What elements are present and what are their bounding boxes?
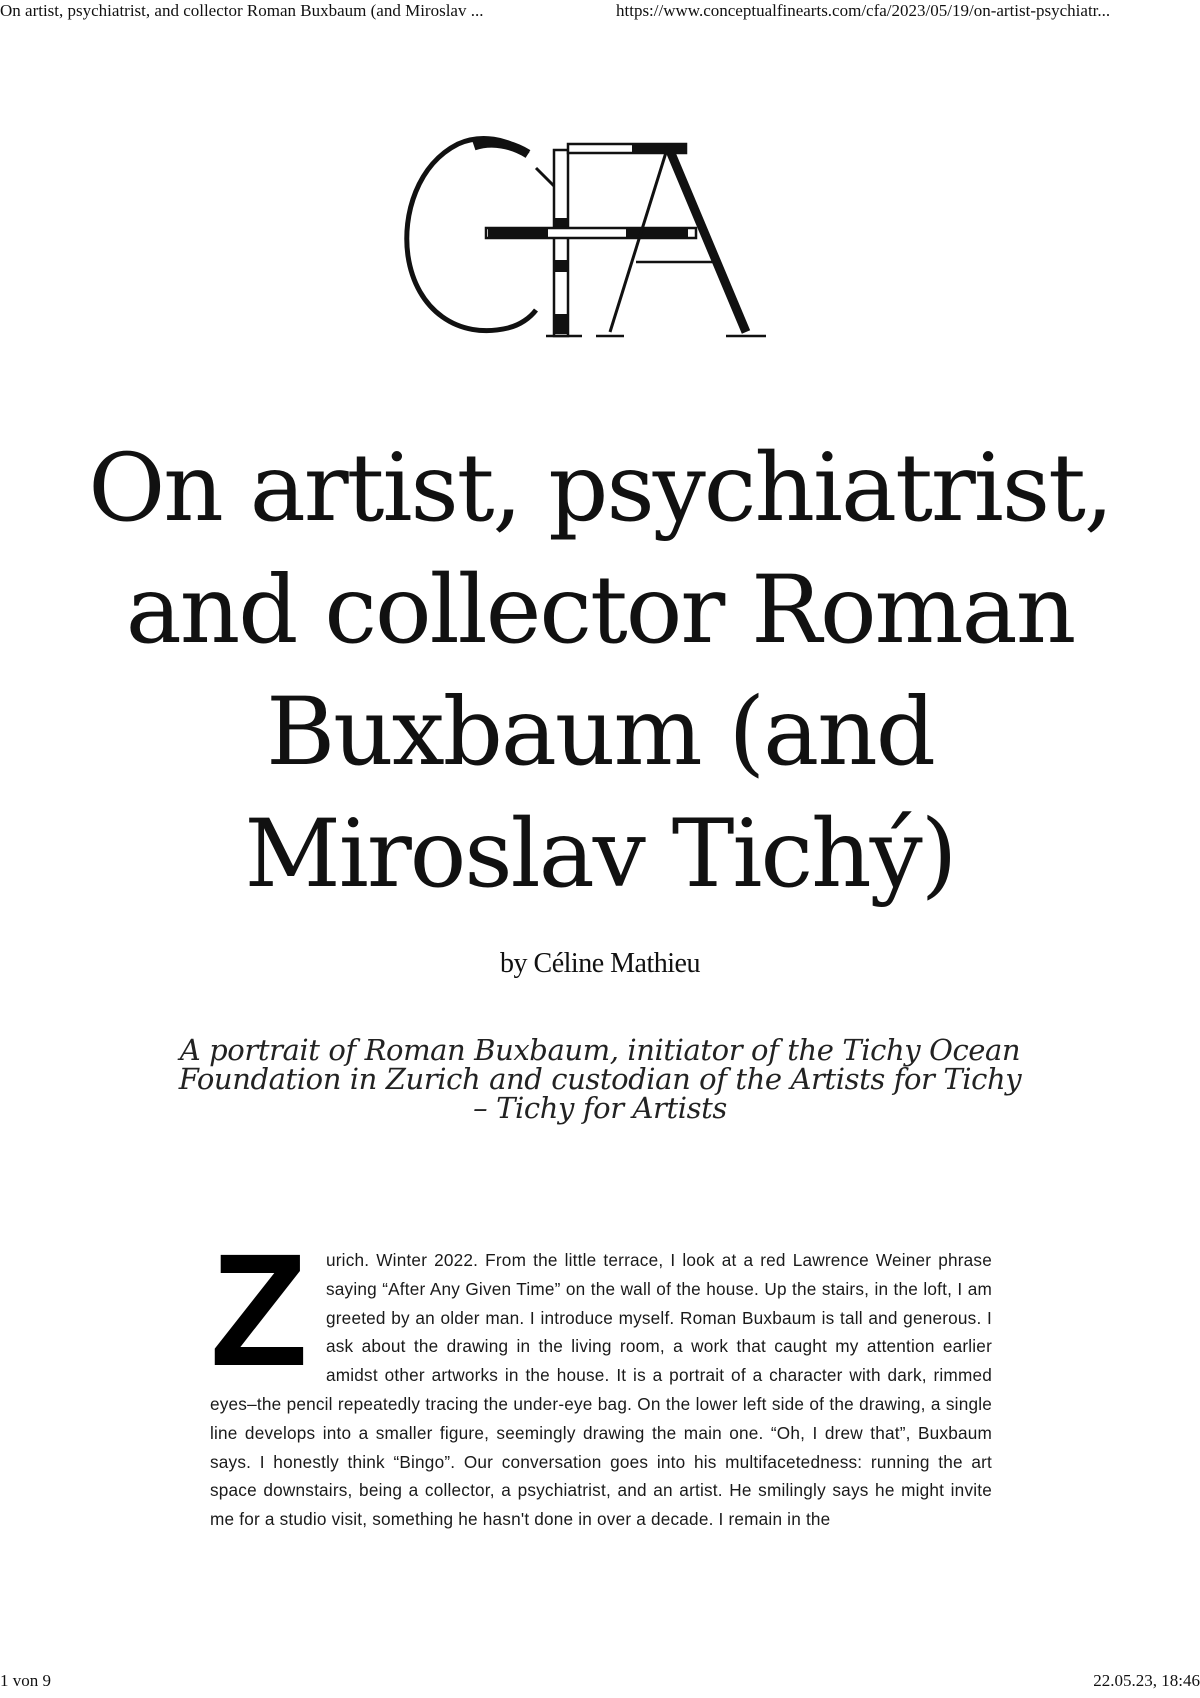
print-timestamp: 22.05.23, 18:46 <box>1093 1671 1200 1690</box>
print-page-title: On artist, psychiatrist, and collector Roman Buxbaum (and Miroslav ... <box>0 1 484 20</box>
article-subtitle: A portrait of Roman Buxbaum, initiator of the Tichy Ocean Foundation in Zurich and custodian of the Artists for Tichy – Tichy for Artists <box>178 1033 1022 1125</box>
article-body <box>210 1220 992 1534</box>
cfa-logo-icon[interactable] <box>396 132 806 347</box>
print-header <box>0 0 1200 24</box>
print-footer <box>0 1670 1200 1694</box>
drop-cap: Z <box>210 1220 308 1399</box>
article-title: On artist, psychiatrist, and collector Roman Buxbaum (and Miroslav Tichý) <box>88 434 1112 909</box>
print-page-number: 1 von 9 <box>0 1671 51 1690</box>
article-byline: by Céline Mathieu <box>500 948 700 979</box>
article-body-text: urich. Winter 2022. From the little terrace, I look at a red Lawrence Weiner phrase saying “After Any Given Time” on the wall of the house. Up the stairs, in the loft, I am greeted by an older man. I introduce myself. Roman Buxbaum is tall and generous. I ask about the drawing in the living room, a work that caught my attention earlier amidst other artworks in the house. It is a portrait of a character with dark, rimmed eyes–the pencil repeatedly tracing the under-eye bag. On the lower left side of the drawing, a single line develops into a smaller figure, seemingly drawing the main one. “Oh, I drew that”, Buxbaum says. I honestly think “Bingo”. Our conversation goes into his multifacetedness: running the art space downstairs, being a collector, a psychiatrist, and an artist. He smilingly says he might invite me for a studio visit, something he hasn't done in over a decade. I remain in the <box>210 1250 992 1530</box>
print-url: https://www.conceptualfinearts.com/cfa/2023/05/19/on-artist-psychiatr... <box>616 1 1111 20</box>
